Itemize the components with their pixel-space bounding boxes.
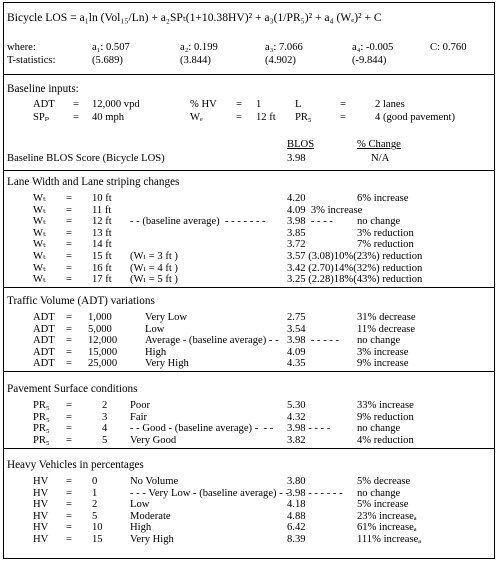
divider: [3, 170, 495, 171]
baseline-equals: =: [340, 112, 346, 123]
row-blos: 3.98 - - - -: [287, 216, 333, 228]
row-desc: Average - (baseline average) - -: [145, 335, 279, 347]
baseline-value: 40 mph: [92, 112, 125, 123]
row-desc: - - - Very Low - (baseline average) - -: [130, 487, 289, 499]
row-val: 15 ft: [92, 251, 112, 262]
baseline-value: 4 (good pavement): [375, 112, 456, 123]
row-var: ADT: [33, 358, 55, 370]
row-desc: Very Low: [145, 312, 188, 323]
row-change: 5% increase: [357, 499, 409, 511]
row-blos: 3.82: [287, 434, 306, 446]
baseline-equals: =: [236, 99, 242, 110]
row-val: 5,000: [88, 323, 112, 335]
coef-a4: a₄: -0.005: [352, 42, 394, 53]
tstat-4: (-9.844): [352, 55, 387, 66]
section-title: Traffic Volume (ADT) variations: [7, 295, 155, 307]
row-var: PR₅: [33, 400, 50, 411]
row-desc: (Wₗ = 4 ft ): [130, 262, 178, 274]
row-val: 15,000: [88, 346, 118, 358]
row-desc: - - (baseline average) - - - - - - -: [130, 216, 266, 228]
row-blos: 3.80: [287, 476, 306, 487]
baseline-key: Wₑ: [190, 112, 203, 123]
row-desc: (Wₗ = 5 ft ): [130, 274, 178, 286]
row-val: 15: [92, 534, 103, 545]
row-var: HV: [33, 499, 49, 511]
row-var: HV: [33, 510, 49, 522]
divider: [3, 287, 495, 288]
row-blos: 4.18: [287, 499, 306, 511]
row-blos: 4.32: [287, 411, 306, 423]
where-label: where:: [7, 42, 36, 53]
row-eq: =: [66, 476, 72, 487]
row-desc: Moderate: [130, 510, 171, 522]
row-desc: Fair: [130, 411, 148, 423]
baseline-score-label: Baseline BLOS Score (Bicycle LOS): [7, 153, 165, 164]
row-var: PR₅: [33, 411, 50, 423]
row-var: ADT: [33, 312, 55, 323]
row-eq: =: [66, 274, 72, 286]
row-change: 23% increaseₐ: [357, 510, 417, 522]
row-blos: 3.54: [287, 323, 306, 335]
divider: [3, 371, 495, 372]
row-blos: 3.98 - - - -: [287, 423, 331, 435]
row-change: no change: [357, 216, 401, 228]
row-desc: Very High: [130, 534, 174, 545]
row-var: Wₜ: [33, 193, 46, 204]
divider: [3, 74, 495, 75]
row-eq: =: [66, 434, 72, 446]
row-val: 5: [102, 434, 108, 446]
baseline-value: 2 lanes: [375, 99, 405, 110]
row-desc: High: [145, 346, 167, 358]
row-var: ADT: [33, 323, 55, 335]
row-desc: Very Good: [130, 434, 177, 446]
row-val: 1: [92, 487, 98, 499]
row-desc: Very High: [145, 358, 189, 370]
row-eq: =: [66, 193, 72, 204]
baseline-equals: =: [73, 99, 79, 110]
row-eq: =: [66, 239, 72, 251]
row-blos: 3.57 (3.08)10%(23%) reduction: [287, 251, 423, 262]
row-change: no change: [357, 335, 401, 347]
section-title: Heavy Vehicles in percentages: [7, 459, 144, 471]
row-eq: =: [66, 510, 72, 522]
row-desc: Low: [145, 323, 165, 335]
row-val: 10 ft: [92, 193, 112, 204]
section-title: Pavement Surface conditions: [7, 383, 138, 395]
baseline-key: SPₚ: [33, 112, 50, 123]
baseline-value: 12 ft: [256, 112, 276, 123]
baseline-key: PR₅: [295, 112, 312, 123]
row-val: 25,000: [88, 358, 118, 370]
row-blos: 2.75: [287, 312, 306, 323]
divider: [3, 448, 495, 449]
row-change: 5% decrease: [357, 476, 411, 487]
row-eq: =: [66, 499, 72, 511]
row-eq: =: [66, 251, 72, 262]
tstat-3: (4.902): [265, 55, 296, 66]
row-eq: =: [66, 262, 72, 274]
change-header: % Change: [357, 139, 401, 150]
row-desc: Low: [130, 499, 150, 511]
baseline-key: % HV: [190, 99, 217, 110]
row-eq: =: [66, 534, 72, 545]
row-eq: =: [66, 204, 72, 216]
baseline-score-change: N/A: [371, 153, 390, 164]
row-change: 3% reduction: [357, 227, 414, 239]
row-val: 17 ft: [92, 274, 112, 286]
row-val: 4: [102, 423, 108, 435]
row-change: 11% decrease: [357, 323, 416, 335]
row-blos: 4.20: [287, 193, 306, 204]
coef-a3: a₃: 7.066: [265, 42, 303, 53]
row-change: 61% increaseₐ: [357, 522, 417, 534]
row-var: HV: [33, 534, 49, 545]
row-eq: =: [66, 216, 72, 228]
row-val: 3: [102, 411, 108, 423]
row-var: ADT: [33, 335, 55, 347]
row-blos: 4.09 3% increase: [287, 204, 363, 216]
row-blos: 6.42: [287, 522, 306, 534]
row-var: Wₜ: [33, 227, 46, 239]
row-blos: 3.72: [287, 239, 306, 251]
tstat-label: T-statistics:: [7, 55, 56, 66]
row-change: no change: [357, 423, 401, 435]
row-var: ADT: [33, 346, 55, 358]
coef-c: C: 0.760: [430, 42, 467, 53]
section-title: Lane Width and Lane striping changes: [7, 176, 180, 188]
row-blos: 3.85: [287, 227, 306, 239]
coef-a1: a₁: 0.507: [92, 42, 130, 53]
row-desc: - - Good - (baseline average) - - -: [130, 423, 274, 435]
row-var: HV: [33, 522, 49, 534]
blos-header: BLOS: [287, 139, 315, 150]
baseline-equals: =: [236, 112, 242, 123]
row-val: 12,000: [88, 335, 118, 347]
row-change: 7% reduction: [357, 239, 414, 251]
baseline-key: ADT: [33, 99, 55, 110]
baseline-equals: =: [340, 99, 346, 110]
row-desc: No Volume: [130, 476, 179, 487]
tstat-1: (5.689): [92, 55, 123, 66]
row-var: Wₜ: [33, 251, 46, 262]
row-var: HV: [33, 476, 49, 487]
row-blos: 4.09: [287, 346, 306, 358]
row-eq: =: [66, 487, 72, 499]
row-eq: =: [66, 346, 72, 358]
row-var: Wₜ: [33, 274, 46, 286]
row-blos: 8.39: [287, 534, 306, 545]
tstat-2: (3.844): [180, 55, 211, 66]
equation: Bicycle LOS = a₁ln (Vol₁₅/Ln) + a₂SPₜ(1+10.38HV)² + a₃(1/PR₅)² + a₄ (Wₑ)² + C: [7, 11, 382, 24]
row-eq: =: [66, 411, 72, 423]
row-eq: =: [66, 358, 72, 370]
row-blos: 3.25 (2.28)18%(43%) reduction: [287, 274, 423, 286]
row-desc: High: [130, 522, 152, 534]
row-change: 9% increase: [357, 358, 409, 370]
row-blos: 4.88: [287, 510, 306, 522]
row-eq: =: [66, 423, 72, 435]
row-eq: =: [66, 400, 72, 411]
row-val: 5: [92, 510, 98, 522]
row-val: 13 ft: [92, 227, 112, 239]
row-change: 33% increase: [357, 400, 414, 411]
row-var: PR₅: [33, 434, 50, 446]
row-desc: Poor: [130, 400, 151, 411]
row-val: 1,000: [88, 312, 112, 323]
row-eq: =: [66, 522, 72, 534]
row-var: Wₜ: [33, 262, 46, 274]
row-change: 31% decrease: [357, 312, 416, 323]
baseline-key: L: [295, 99, 302, 110]
row-change: 3% increase: [357, 346, 409, 358]
row-change: 9% reduction: [357, 411, 414, 423]
row-change: 111% increaseₐ: [357, 534, 422, 545]
row-var: Wₜ: [33, 239, 46, 251]
row-blos: 3.42 (2.70)14%(32%) reduction: [287, 262, 423, 274]
row-val: 11 ft: [92, 204, 112, 216]
row-eq: =: [66, 335, 72, 347]
row-val: 2: [102, 400, 108, 411]
row-var: PR₅: [33, 423, 50, 435]
row-val: 0: [92, 476, 98, 487]
row-val: 2: [92, 499, 98, 511]
baseline-title: Baseline inputs:: [7, 83, 79, 95]
row-var: HV: [33, 487, 49, 499]
row-val: 12 ft: [92, 216, 112, 228]
row-val: 16 ft: [92, 262, 112, 274]
row-desc: (Wₗ = 3 ft ): [130, 251, 178, 262]
row-blos: 5.30: [287, 400, 306, 411]
row-change: 6% increase: [357, 193, 409, 204]
baseline-score-value: 3.98: [287, 153, 306, 164]
row-val: 10: [92, 522, 103, 534]
row-var: Wₜ: [33, 204, 46, 216]
row-var: Wₜ: [33, 216, 46, 228]
row-change: 4% reduction: [357, 434, 414, 446]
row-blos: 3.98 - - - - - -: [287, 487, 343, 499]
row-change: no change: [357, 487, 401, 499]
row-eq: =: [66, 312, 72, 323]
row-blos: 4.35: [287, 358, 306, 370]
coef-a2: a₂: 0.199: [180, 42, 218, 53]
row-blos: 3.98 - - - - -: [287, 335, 340, 347]
row-val: 14 ft: [92, 239, 112, 251]
baseline-equals: =: [73, 112, 79, 123]
row-eq: =: [66, 227, 72, 239]
row-eq: =: [66, 323, 72, 335]
baseline-value: 1: [256, 99, 262, 110]
baseline-value: 12,000 vpd: [92, 99, 140, 110]
